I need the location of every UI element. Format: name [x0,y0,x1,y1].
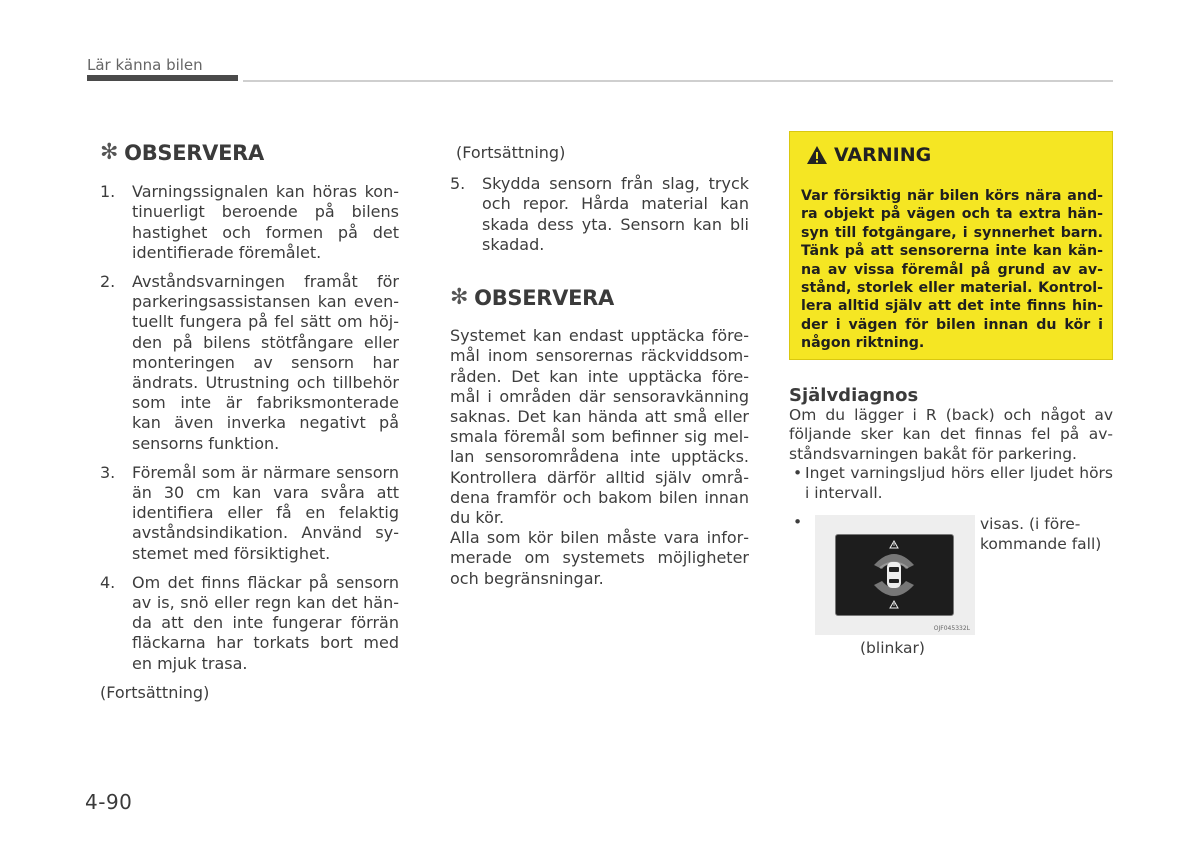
item-text: Föremål som är närmare sensorn än 30 cm kan vara svåra att identifiera eller få en felaktig avståndsindikation. Använd systemet med försiktighet. [132,462,399,563]
item-number: 1. [100,182,116,202]
observera-heading [100,140,399,165]
self-diagnosis-intro: Om du lägger i R (back) och något av följande sker kan det finnas fel på avståndsvarningen bakåt för parkering. [789,405,1113,463]
item-text: Skydda sensorn från slag, tryck och repor. Hårda material kan skada dess yta. Sensorn kan bli skadad. [482,174,749,254]
display-screen [835,534,954,616]
observera-list-continued [450,174,749,255]
image-code: OJF045332L [933,625,970,632]
bullet-marker: • [793,513,803,531]
observera-list [100,182,399,674]
bullet-text: Inget varningsljud hörs eller ljudet hörs i intervall. [805,464,1113,502]
warning-text: Var försiktig när bilen körs nära andra objekt på vägen och ta extra hänsyn till fotgängare, i synnerhet barn. Tänk på att sensorerna inte kan känna av vissa föremål på grund av avstånd, storlek eller material. Kontrollera alltid själv att det inte finns hinder i vägen för bilen innan du kör i någon riktning. [801,188,1103,352]
asterisk-icon: ✻ [100,140,119,165]
list-item [100,182,399,263]
self-diagnosis-heading: Självdiagnos [789,385,919,406]
header-bar-dark [87,75,238,81]
item-number: 2. [100,272,116,292]
item-text: Varningssignalen kan höras kontinuerligt beroende på bilens hastighet och formen på det identifierade föremålet. [132,182,399,262]
observera-paragraph: Systemet kan endast upptäcka föremål inom sensorernas räckviddsområden. Det kan inte upptäcka föremål i områden där sensoravkänning saknas. Det kan hända att små eller smala föremål som befinner sig mellan sensorområdena inte upptäcks. Kontrollera därför alltid själv områdena framför och bakom bilen innan du kör. [450,326,749,528]
warning-title [806,144,931,166]
list-item [100,573,399,674]
self-diagnosis-section [789,386,1113,503]
observera-paragraph: Alla som kör bilen måste vara informerade om systemets möjligheter och begränsningar. [450,528,749,588]
column-1 [100,140,399,703]
column-2 [450,143,749,589]
continued-note: (Fortsättning) [100,682,210,702]
image-caption: (blinkar) [860,639,925,657]
warning-triangle-icon [806,145,828,165]
warning-box [789,131,1113,360]
continued-note: (Fortsättning) [456,143,566,162]
warning-title-text: VARNING [834,144,932,166]
observera-heading-text: OBSERVERA [474,286,614,311]
bullet-item [789,464,1113,503]
parking-sensor-display-image [815,515,975,635]
section-title: Lär känna bilen [87,56,203,74]
item-number: 5. [450,174,466,194]
bullet-marker: • [793,464,803,482]
sensor-diagram [836,535,953,615]
item-number: 4. [100,572,116,592]
item-text: Avståndsvarningen framåt för parkeringsassistansen kan eventuellt fungera på fel sätt om höjden på bilens stötfångare eller monteringen av sensorn har ändrats. Utrustning och tillbehör som inte är fabriksmonterade kan även inverka negativt på sensorns funktion. [132,272,399,453]
page-number: 4-90 [85,790,133,814]
list-item [450,174,749,255]
list-item [100,272,399,454]
observera-heading [450,285,749,311]
item-number: 3. [100,462,116,482]
list-item [100,463,399,564]
bullet-text: visas. (i förekommande fall) [980,515,1102,553]
observera-heading-text: OBSERVERA [124,141,264,165]
item-text: Om det finns fläckar på sensorn av is, snö eller regn kan det hända att den inte fungerar förrän fläckarna har torkats bort med en mjuk trasa. [132,572,399,673]
header-rule [243,80,1113,82]
asterisk-icon: ✻ [450,285,469,311]
